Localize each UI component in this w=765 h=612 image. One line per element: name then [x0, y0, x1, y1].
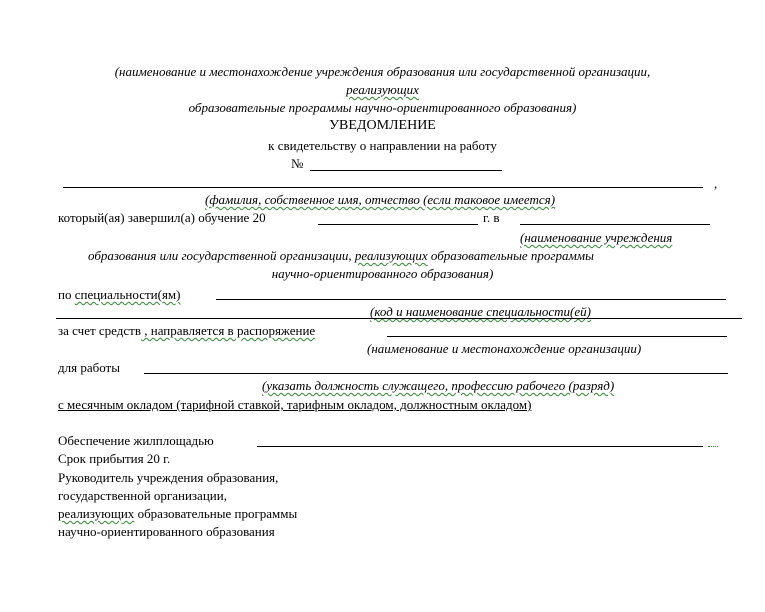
position-field[interactable] — [144, 373, 728, 374]
institution-caption-line-3: научно-ориентированного образования) — [271, 266, 494, 281]
housing-field[interactable] — [257, 446, 703, 447]
number-field[interactable] — [310, 170, 502, 171]
org-caption-line-3: образовательные программы научно-ориентированного образования) — [188, 100, 577, 115]
arrival-label: Срок прибытия 20 г. — [58, 451, 171, 466]
fio-trailing-comma: , — [714, 176, 718, 191]
org-caption-line-2: реализующих — [346, 82, 419, 97]
institution-field[interactable] — [520, 224, 710, 225]
document-title: УВЕДОМЛЕНИЕ — [329, 118, 436, 133]
institution-caption-line-2 — [88, 248, 594, 263]
specialty-label — [58, 287, 180, 302]
head-line-1: Руководитель учреждения образования, — [58, 470, 279, 485]
head-line-3b: образовательные программы — [134, 506, 298, 521]
specialty-field[interactable] — [216, 299, 726, 300]
head-line-2: государственной организации, — [58, 488, 227, 503]
funding-label-b: , направляется в распоряжение — [140, 323, 316, 338]
funding-label-a: за счет средств — [58, 323, 141, 338]
completed-label: который(ая) завершил(а) обучение 20 — [58, 210, 266, 225]
housing-label: Обеспечение жилплощадью — [58, 433, 214, 448]
year-suffix: г. в — [483, 210, 500, 225]
institution-caption-line-1: (наименование учреждения — [520, 230, 673, 245]
head-line-4: научно-ориентированного образования — [58, 524, 275, 539]
destination-field[interactable] — [387, 336, 727, 337]
work-label: для работы — [58, 360, 120, 375]
number-sign: № — [291, 156, 304, 171]
head-line-3 — [58, 506, 297, 521]
fio-caption-text: (фамилия, собственное имя, отчество (если таковое имеется) — [205, 192, 556, 207]
institution-caption-part-b: реализующих — [354, 248, 428, 263]
destination-caption: (наименование и местонахождение организации) — [367, 341, 642, 356]
specialty-caption: (код и наименование специальности(ей) — [370, 304, 591, 319]
specialty-field-2[interactable] — [56, 318, 742, 319]
fio-caption — [205, 192, 555, 207]
salary-line: с месячным окладом (тарифной ставкой, тарифным окладом, должностным окладом) — [58, 397, 532, 412]
specialty-label-b: специальности(ям) — [74, 287, 181, 302]
funding-label — [58, 323, 315, 338]
year-field[interactable] — [318, 224, 478, 225]
institution-caption-part-c: образовательные программы — [427, 248, 594, 263]
head-line-3a: реализующих — [58, 506, 135, 521]
fio-field[interactable] — [63, 187, 703, 188]
housing-squiggle — [708, 446, 718, 447]
position-caption: (указать должность служащего, профессию рабочего (разряд) — [262, 378, 615, 393]
org-caption-line-1: (наименование и местонахождение учреждения образования или государственной организации, — [114, 64, 651, 79]
document-subtitle: к свидетельству о направлении на работу — [268, 138, 497, 153]
institution-caption-part-a: образования или государственной организации, — [88, 248, 355, 263]
specialty-label-a: по — [58, 287, 75, 302]
